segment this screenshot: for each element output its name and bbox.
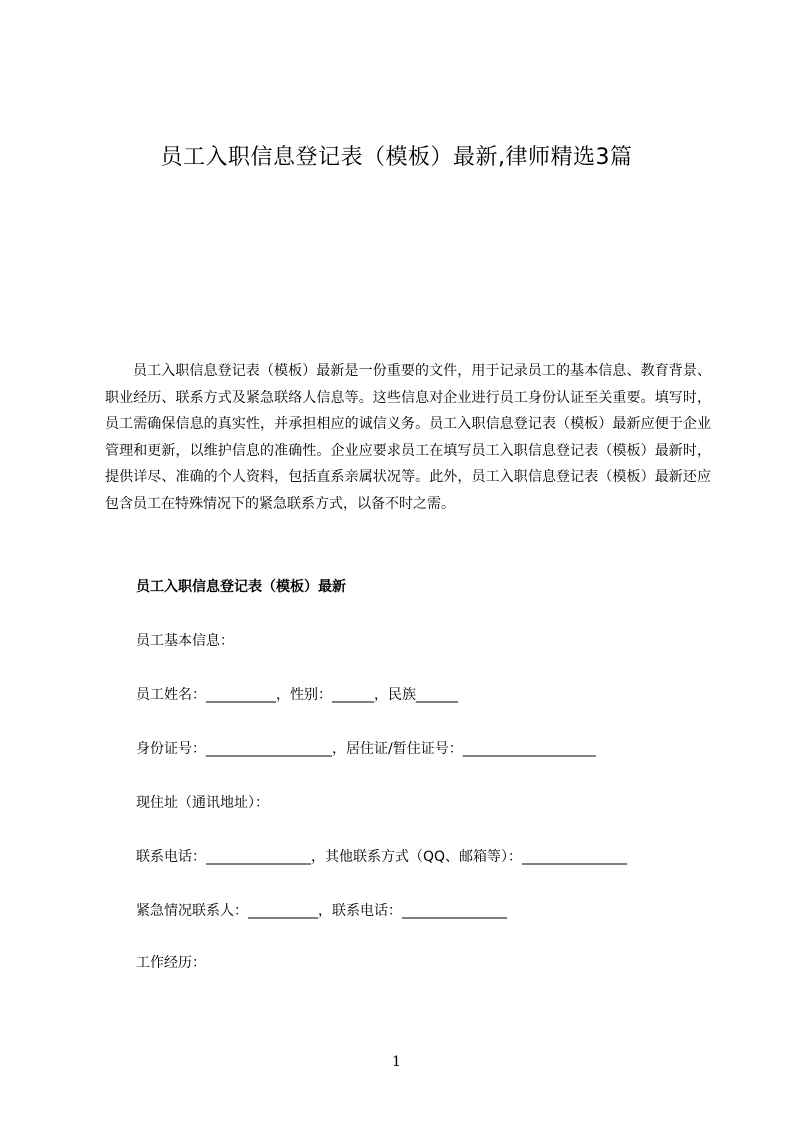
intro-paragraph-block: [105, 358, 711, 517]
basic-info-heading: 员工基本信息：: [136, 633, 234, 649]
intro-paragraph: 员工入职信息登记表（模板）最新是一份重要的文件，用于记录员工的基本信息、教育背景、职业经历、联系方式及紧急联络人信息等。这些信息对企业进行员工身份认证至关重要。填写时，员工需确保信息的真实性，并承担相应的诚信义务。员工入职信息登记表（模板）最新应便于企业管理和更新，以维护信息的准确性。企业应要求员工在填写员工入职信息登记表（模板）最新时，提供详尽、准确的个人资料，包括直系亲属状况等。此外，员工入职信息登记表（模板）最新还应包含员工在特殊情况下的紧急联系方式，以备不时之需。: [105, 363, 711, 512]
document-title: 员工入职信息登记表（模板）最新,律师精选3篇: [160, 145, 633, 170]
id-numbers-line: 身份证号：__________________，居住证/暂住证号：___________________: [136, 741, 596, 757]
contact-line: 联系电话：_______________，其他联系方式（QQ、邮箱等）：_______________: [136, 849, 628, 865]
name-gender-ethnicity-line: 员工姓名：__________，性别：______，民族______: [136, 687, 458, 703]
page-number: 1: [392, 1054, 401, 1070]
section-title: 员工入职信息登记表（模板）最新: [136, 579, 346, 595]
emergency-contact-line: 紧急情况联系人：__________，联系电话：_______________: [136, 903, 507, 919]
work-history-heading: 工作经历：: [136, 955, 206, 971]
address-line: 现住址（通讯地址）：: [136, 795, 269, 811]
